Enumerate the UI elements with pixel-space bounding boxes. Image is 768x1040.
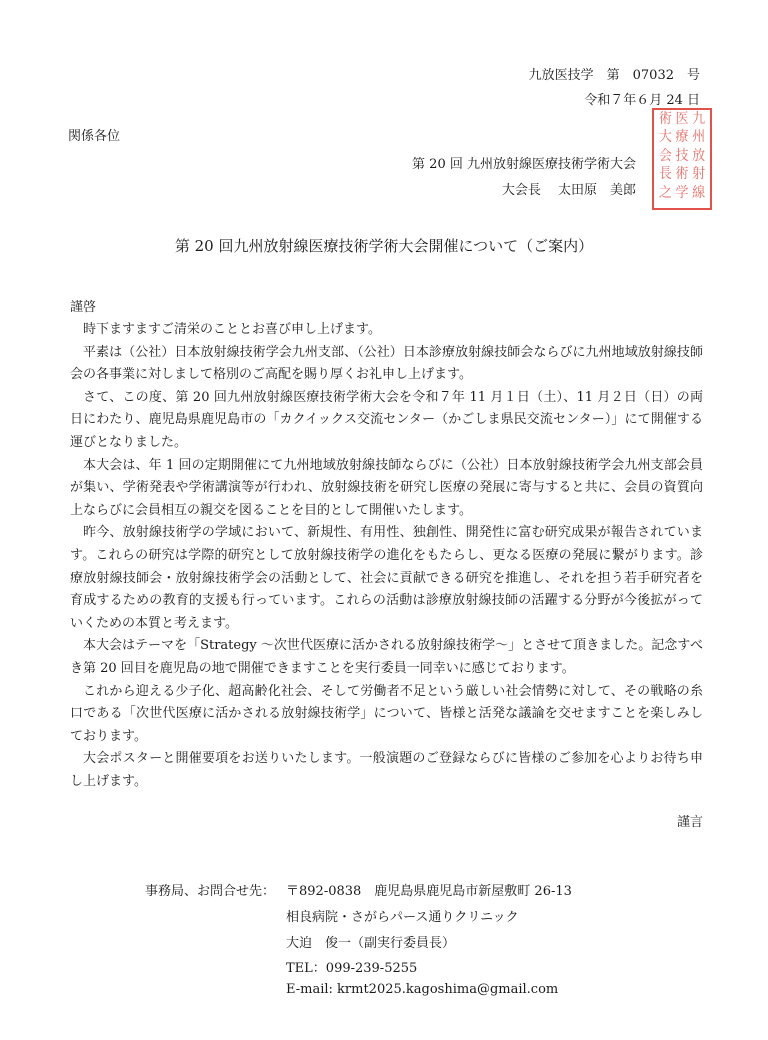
greeting: 謹啓 xyxy=(70,300,97,315)
contact-tel: TEL：099-239-5255 xyxy=(286,961,418,976)
seal-char: 放 xyxy=(692,147,706,165)
body-paragraph: これから迎える少子化、超高齢化社会、そして労働者不足という厳しい社会情勢に対して、その戦略の糸口である「次世代医療に活かされる放射線技術学」について、皆様と活発な議論を交せますことを楽しみしております。 xyxy=(70,683,703,744)
letter-body xyxy=(70,319,703,793)
seal-char: 州 xyxy=(692,129,706,146)
seal-char: 会 xyxy=(658,147,672,165)
document-date: 令和７年６月 24 日 xyxy=(584,93,700,108)
body-paragraph: 時下ますますご清栄のこととお喜び申し上げます。 xyxy=(83,322,381,337)
seal-char: 学 xyxy=(675,184,689,202)
seal-char: 長 xyxy=(658,166,672,183)
seal-char: 九 xyxy=(692,110,706,128)
sender-chair: 大会長 太田原 美郎 xyxy=(501,183,636,198)
seal-char: 線 xyxy=(692,184,706,202)
contact-person: 大迫 俊一（副実行委員長） xyxy=(286,936,456,951)
seal-char: 術 xyxy=(675,166,689,183)
seal-char: 療 xyxy=(675,129,689,146)
seal-char: 射 xyxy=(692,166,706,183)
contact-email[interactable]: E-mail: krmt2025.kagoshima@gmail.com xyxy=(286,982,559,997)
addressee: 関係各位 xyxy=(68,129,121,144)
seal-char: 術 xyxy=(658,110,672,128)
body-paragraph: 大会ポスターと開催要項をお送りいたします。一般演題のご登録ならびに皆様のご参加を心よりお待ち申し上げます。 xyxy=(70,751,703,789)
body-paragraph: 本大会はテーマを「Strategy 〜次世代医療に活かされる放射線技術学〜」とさせて頂きました。記念すべき第 20 回目を鹿児島の地で開催できますことを実行委員一同幸いに感じております。 xyxy=(70,638,703,676)
seal-char: 之 xyxy=(658,184,672,202)
official-seal xyxy=(652,108,712,210)
contact-clinic: 相良病院・さがらパース通りクリニック xyxy=(286,910,519,925)
body-paragraph: 本大会は、年 1 回の定期開催にて九州地域放射線技師ならびに（公社）日本放射線技術学会九州支部会員が集い、学術発表や学術講演等が行われ、放射線技術を研究し医療の発展に寄与すると共に、会員の資質向上ならびに会員相互の親交を図ることを目的として開催いたします。 xyxy=(70,457,703,518)
document-title: 第 20 回九州放射線医療技術学術大会開催について（ご案内） xyxy=(174,237,594,255)
contact-label: 事務局、お問合せ先： xyxy=(145,884,276,899)
seal-char: 技 xyxy=(675,147,689,165)
closing-remark: 謹言 xyxy=(676,815,703,830)
body-paragraph: さて、この度、第 20 回九州放射線医療技術学術大会を令和７年 11 月１日（土）、11 月２日（日）の両日にわたり、鹿児島県鹿児島市の「カクイックス交流センター（かごしま県民交流センター）」にて開催する運びとなりました。 xyxy=(70,389,703,450)
seal-char: 医 xyxy=(675,110,689,128)
body-paragraph: 昨今、放射線技術学の学域において、新規性、有用性、独創性、開発性に富む研究成果が報告されています。これらの研究は学際的研究として放射線技術学の進化をもたらし、更なる医療の発展に繋がります。診療放射線技師会・放射線技術学会の活動として、社会に貢献できる研究を推進し、それを担う若手研究者を育成するための教育的支援も行っています。これらの活動は診療放射線技師の活躍する分野が今後拡がっていくための本質と考えます。 xyxy=(70,525,703,631)
sender-organization: 第 20 回 九州放射線医療技術学術大会 xyxy=(412,157,636,172)
document-number: 九放医技学 第 07032 号 xyxy=(528,68,700,83)
body-paragraph: 平素は（公社）日本放射線技術学会九州支部、（公社）日本診療放射線技師会ならびに九州地域放射線技師会の各事業に対しまして格別のご高配を賜り厚くお礼申し上げます。 xyxy=(70,344,703,383)
seal-char: 大 xyxy=(658,129,672,146)
contact-address: 〒892-0838 鹿児島県鹿児島市新屋敷町 26-13 xyxy=(286,884,572,899)
